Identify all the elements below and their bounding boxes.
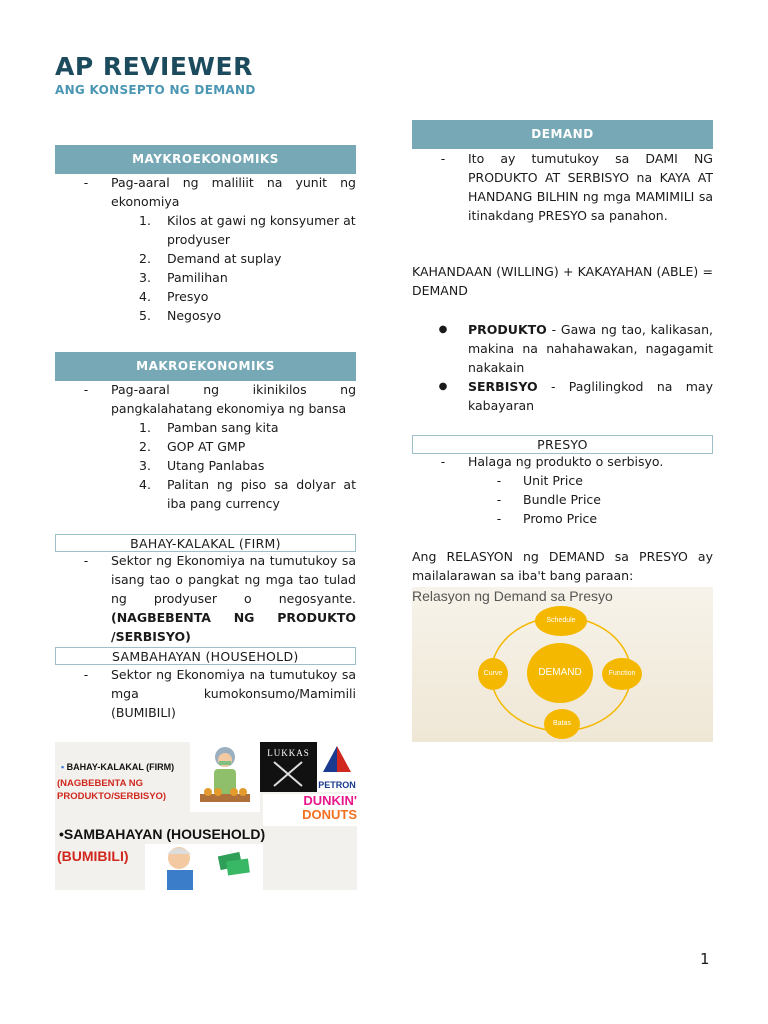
list-item: 1. Pamban sang kita <box>139 420 279 435</box>
makro-list <box>139 418 356 513</box>
presyo-list <box>494 471 694 528</box>
shopper-cartoon-icon <box>145 844 263 890</box>
illustration-household-note: (BUMIBILI) <box>57 848 129 864</box>
presyo-section <box>412 452 713 471</box>
lukkas-logo: LUKKAS <box>260 742 317 792</box>
firm-household-illustration: • BAHAY-KALAKAL (FIRM) (NAGBEBENTA NG PRODUKTO/SERBISYO) •SAMBAHAYAN (HOUSEHOLD) (BUMIBILI) LUKKAS PETRON DUNKIN' DONUTS <box>55 742 357 890</box>
makro-heading: MAKROEKONOMIKS <box>55 352 356 381</box>
firm-definition: Sektor ng Ekonomiya na tumutukoy sa isang tao o pangkat ng mga tao tulad ng prodyuser o negosyante. <box>111 553 356 606</box>
page-number: 1 <box>700 950 710 968</box>
diagram-node-batas: Batas <box>544 709 580 739</box>
dash-bullet: - <box>440 151 446 166</box>
diagram-node-curve: Curve <box>478 658 508 690</box>
list-item: - Promo Price <box>496 511 598 526</box>
makro-definition: Pag-aaral ng ikinikilos ng pangkalahatang ekonomiya ng bansa <box>111 382 356 416</box>
list-item: 4. Palitan ng piso sa dolyar at iba pang currency <box>139 477 356 511</box>
demand-section <box>412 149 713 225</box>
diagram-center-node: DEMAND <box>527 643 593 703</box>
household-heading: SAMBAHAYAN (HOUSEHOLD) <box>55 647 356 665</box>
dash-bullet: - <box>83 175 89 190</box>
bullet-dot: ● <box>438 381 448 392</box>
firm-heading: BAHAY-KALAKAL (FIRM) <box>55 534 356 552</box>
bullet-dot: ● <box>438 324 448 335</box>
list-item: 2. Demand at suplay <box>139 251 282 266</box>
household-section <box>55 665 356 722</box>
produkto-label: PRODUKTO <box>468 322 547 337</box>
list-item: 3. Pamilihan <box>139 270 228 285</box>
produkto-item <box>412 320 713 377</box>
list-item: 5. Negosyo <box>139 308 222 323</box>
makro-section <box>55 380 356 418</box>
dash-bullet: - <box>83 667 89 682</box>
diagram-node-function: Function <box>602 658 642 690</box>
serbisyo-label: SERBISYO <box>468 379 538 394</box>
list-item: 1. Kilos at gawi ng konsyumer at prodyuser <box>139 213 356 247</box>
relasyon-text: Ang RELASYON ng DEMAND sa PRESYO ay mailalarawan sa iba't bang paraan: <box>412 549 713 583</box>
maykro-definition: Pag-aaral ng maliliit na yunit ng ekonomiya <box>111 175 356 209</box>
vendor-cartoon-icon <box>190 742 260 812</box>
dunkin-logo: DUNKIN' DONUTS <box>263 794 357 826</box>
page-subtitle: ANG KONSEPTO NG DEMAND <box>55 83 256 97</box>
list-item: - Bundle Price <box>496 492 601 507</box>
list-item: 3. Utang Panlabas <box>139 458 265 473</box>
household-definition: Sektor ng Ekonomiya na tumutukoy sa mga kumokonsumo/Mamimili (BUMIBILI) <box>111 667 356 720</box>
serbisyo-item <box>412 377 713 415</box>
presyo-heading: PRESYO <box>412 435 713 454</box>
relasyon-diagram <box>412 587 713 742</box>
firm-section <box>55 551 356 646</box>
list-item: - Unit Price <box>496 473 583 488</box>
diagram-title: Relasyon ng Demand sa Presyo <box>412 588 613 604</box>
maykro-heading: MAYKROEKONOMIKS <box>55 145 356 174</box>
dash-bullet: - <box>83 553 89 568</box>
presyo-definition: Halaga ng produkto o serbisyo. <box>468 454 664 469</box>
list-item: 4. Presyo <box>139 289 209 304</box>
dash-bullet: - <box>440 454 446 469</box>
serbisyo-text: - Paglilingkod na may kabayaran <box>468 379 713 413</box>
petron-logo: PETRON <box>317 742 357 792</box>
maykro-list <box>139 211 356 325</box>
list-item: 2. GOP AT GMP <box>139 439 246 454</box>
illustration-household-label: •SAMBAHAYAN (HOUSEHOLD) <box>59 826 266 842</box>
demand-heading: DEMAND <box>412 120 713 149</box>
demand-equation: KAHANDAAN (WILLING) + KAKAYAHAN (ABLE) = DEMAND <box>412 264 713 298</box>
firm-bold-note: (NAGBEBENTA NG PRODUKTO /SERBISYO) <box>111 610 356 644</box>
maykro-section <box>55 173 356 211</box>
produkto-text: - Gawa ng tao, kalikasan, makina na nahahawakan, nagagamit nakakain <box>468 322 713 375</box>
demand-definition: Ito ay tumutukoy sa DAMI NG PRODUKTO AT SERBISYO na KAYA AT HANDANG BILHIN ng mga MAMIMILI sa itinakdang PRESYO sa panahon. <box>468 151 713 223</box>
page-title: AP REVIEWER <box>55 52 253 81</box>
illustration-firm-note: (NAGBEBENTA NG PRODUKTO/SERBISYO) <box>57 778 167 802</box>
diagram-node-schedule: Schedule <box>535 606 587 636</box>
dash-bullet: - <box>83 382 89 397</box>
illustration-firm-label: BAHAY-KALAKAL (FIRM) <box>66 762 175 772</box>
